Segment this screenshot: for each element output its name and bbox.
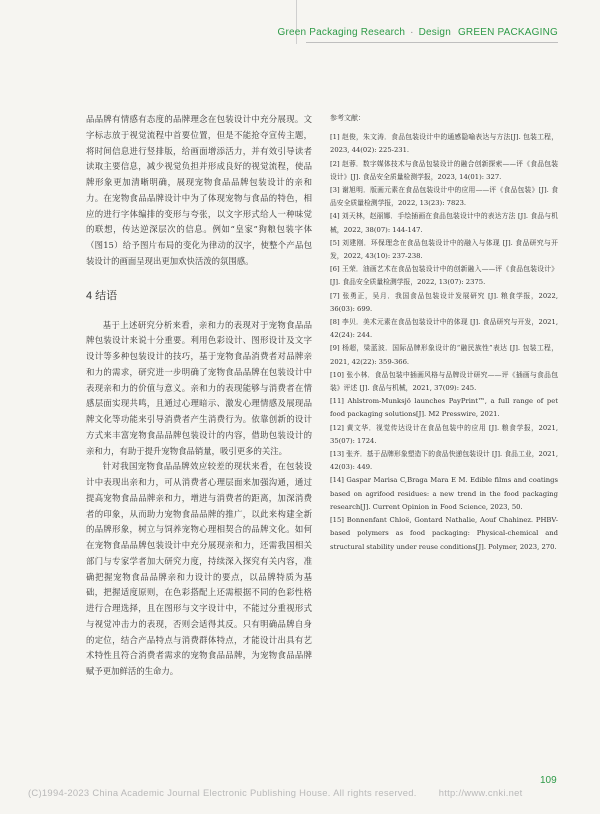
body-text-column bbox=[86, 112, 312, 680]
section-name: Design bbox=[418, 27, 451, 38]
reference-item: [12] 黄文华．视觉传达设计在食品包装中的应用 [J]. 粮食学报，2021, 35(07): 1724. bbox=[330, 423, 558, 445]
reference-item: [11] Ahlstrom-Munksjö launches PayPrint™, a full range of pet food packaging solutions[J]. M2 Presswire, 2021. bbox=[330, 397, 558, 419]
references-column bbox=[330, 112, 558, 554]
reference-item: [4] 刘天林，赵丽娜．手绘插画在食品包装设计中的表达方法 [J]. 食品与机械，2022, 38(07): 144-147. bbox=[330, 212, 558, 234]
reference-item: [5] 刘建刚．环保理念在食品包装设计中的融入与体现 [J]. 食品研究与开发，2022, 43(10): 237-238. bbox=[330, 238, 558, 261]
header-rule bbox=[306, 42, 558, 43]
conclusion-paragraph-2: 针对我国宠物食品品牌效应较差的现状来看，在包装设计中表现出亲和力，可从消费者心理层面来加强沟通，通过提高宠物食品品牌亲和力，增进与消费者的距离，加深消费者的印象，从而助力宠物食品品牌的推广，以此来构建全新的品牌形象，树立与饲养宠物心理相契合的品牌文化。如何在宠物食品品牌包装设计中充分展现亲和力，还需我国相关部门与专家学者加大研究力度，持续深入探究有关内容，准确把握宠物食品品牌亲和力设计的要点，以品牌特质为基础，把握适度原则，在色彩搭配上还需根据不同的色彩性格进行合理选择，且在图形与文字设计中，不能过分重视形式与视觉冲击力的表现，否则会适得其反。只有明确品牌自身的定位，结合产品特点与消费群体特点，才能设计出具有艺术特性且符合消费者需求的宠物食品品牌，为宠物食品品牌赋予更加鲜活的生命力。 bbox=[86, 461, 312, 676]
reference-item: [15] Bonnenfant Chloë, Gontard Nathalie, Aouf Chahinez. PHBV-based polymers as food packaging: Physical-chemical and structural stability under reuse conditions[J]. Polymer, 2023, 270. bbox=[330, 516, 558, 551]
conclusion-paragraph-1: 基于上述研究分析来看，亲和力的表现对于宠物食品品牌包装设计来说十分重要。利用色彩设计、图形设计及文字设计等多种包装设计的技巧，基于宠物食品消费者对品牌亲和力的需求，研究进一步明确了宠物食品品牌在包装设计中表现亲和力的价值与意义。亲和力的表现能够与消费者在情感层面实现共鸣，且通过心理暗示、激发心理情感及展现品牌文化等功能来引导消费者产生消费行为。依靠创新的设计方式来丰富宠物食品品牌包装设计的内容，借助包装设计的亲和力，有助于提升宠物食品销量，吸引更多的关注。 bbox=[86, 319, 312, 456]
continuation-paragraph: 品品牌有情感有态度的品牌理念在包装设计中充分展现。文字标志放于视觉流程中首要位置，但是不能抢夺宣传主题，将时间信息进行竖排版，给画面增添活力，并有效引导读者读取主要信息，减少视觉负担并形成良好的视觉流程，使品牌形象更加清晰明确，展现宠物食品品牌包装设计的亲和力。在宠物食品品牌设计中为了体现宠物与食品的特色，相应的进行字体编排的变形与夸张，以文字形式给人一种味觉的联想，传达逆深层次的信息。例如“皇家”狗粮包装字体（图15）给予图片布局的变化为律动的汉字，使整个产品包装设计的画面呈现出更加欢快活泼的氛围感。 bbox=[86, 114, 312, 266]
journal-brand: GREEN PACKAGING bbox=[457, 27, 558, 38]
reference-item: [14] Gaspar Marisa C,Braga Mara E M. Edible films and coatings based on agrifood residues: a new trend in the food packaging research[J]. Current Opinion in Food Science, 2023, 50. bbox=[330, 476, 558, 511]
reference-item: [13] 张齐．基于品牌形象塑造下的食品快递包装设计 [J]. 食品工业，2021, 42(03): 449. bbox=[330, 450, 558, 472]
reference-item: [6] 王荣．油画艺术在食品包装设计中的创新融入——评《食品包装设计》[J]. 食品安全质量检测学报，2022, 13(07): 2375. bbox=[330, 265, 558, 287]
reference-item: [10] 张小林．食品包装中插画风格与品牌设计研究——评《插画与食品包装》评述 [J]. 食品与机械，2021, 37(09): 245. bbox=[330, 370, 558, 393]
page-number: 109 bbox=[540, 775, 557, 786]
running-header bbox=[277, 27, 558, 38]
reference-item: [8] 李贝．美术元素在食品包装设计中的体现 [J]. 食品研究与开发，2021, 42(24): 244. bbox=[330, 318, 558, 340]
reference-item: [3] 谢旭明．版画元素在食品包装设计中的应用——评《食品包装》[J]. 食品安全质量检测学报，2022, 13(23): 7823. bbox=[330, 186, 558, 208]
copyright-text: (C)1994-2023 China Academic Journal Electronic Publishing House. All rights reserved. bbox=[28, 787, 417, 798]
reference-item: [1] 赵俊，朱文涛．食品包装设计中的通感隐喻表达与方法[J]. 包装工程，2023, 44(02): 225-231. bbox=[330, 133, 558, 155]
footer-url: http://www.cnki.net bbox=[438, 787, 523, 798]
reference-item: [2] 赵蓉．数字媒体技术与食品包装设计的融合创新探索——评《食品包装设计》[J]. 食品安全质量检测学报，2023, 14(01): 327. bbox=[330, 159, 558, 181]
journal-name: Green Packaging Research bbox=[277, 27, 406, 38]
header-separator: · bbox=[410, 27, 414, 38]
section-title: 4 结语 bbox=[86, 289, 118, 302]
copyright-footer bbox=[28, 787, 588, 798]
reference-item: [7] 张勇正，吴月．我国食品包装设计发展研究 [J]. 粮食学报，2022, 36(03): 699. bbox=[330, 291, 558, 313]
reference-item: [9] 杨超，梁蓝波．国际品牌形象设计的“融民族性”表达 [J]. 包装工程，2021, 42(22): 359-366. bbox=[330, 344, 558, 366]
references-title: 参考文献： bbox=[330, 114, 365, 122]
